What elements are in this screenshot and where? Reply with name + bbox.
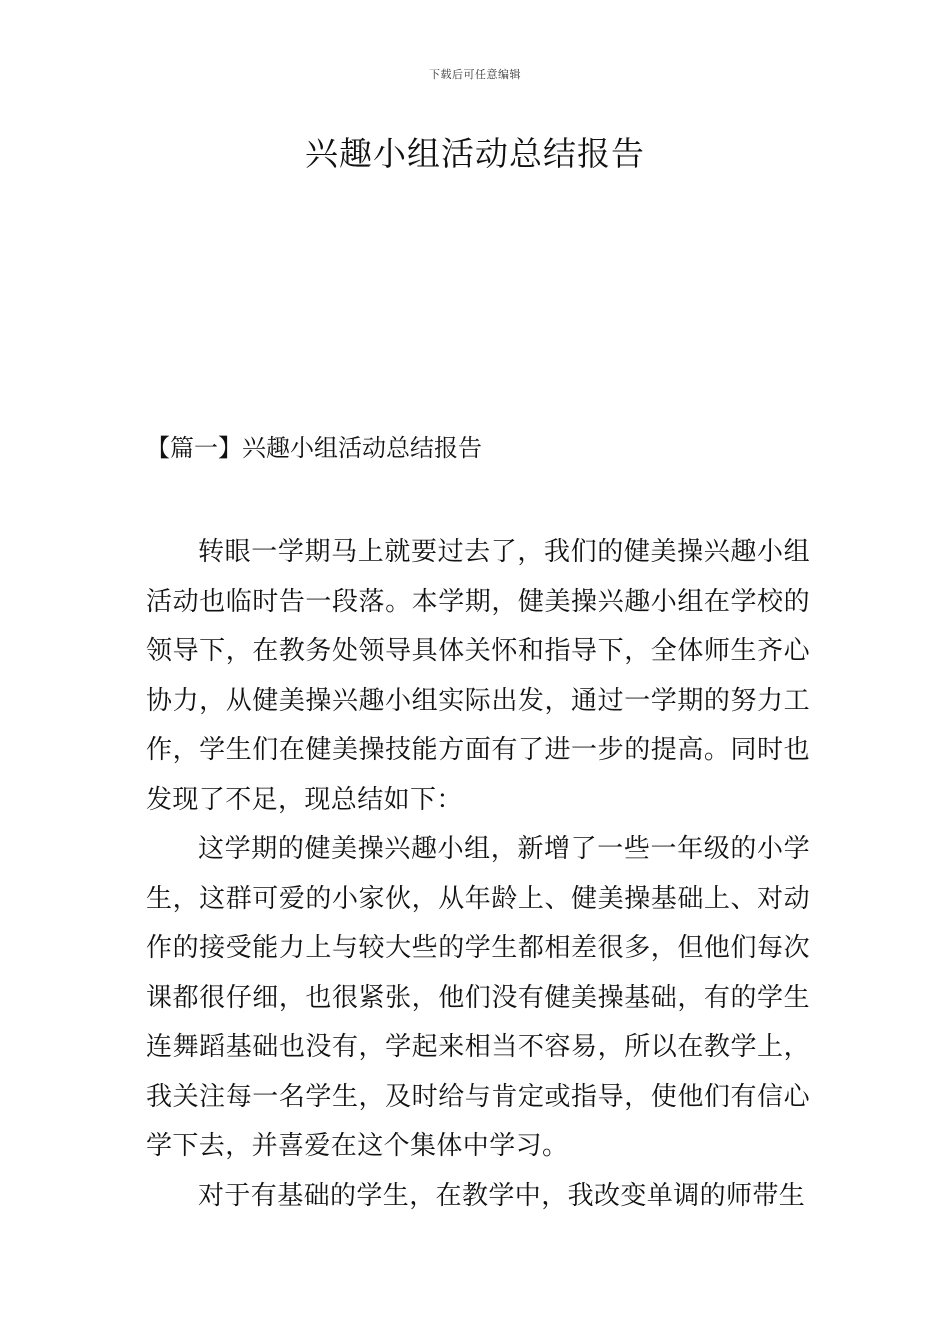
document-body bbox=[146, 528, 810, 1221]
header-note: 下载后可任意编辑 bbox=[429, 68, 521, 81]
section-heading: 【篇一】兴趣小组活动总结报告 bbox=[146, 434, 482, 462]
paragraph: 转眼一学期马上就要过去了，我们的健美操兴趣小组活动也临时告一段落。本学期，健美操兴趣小组在学校的领导下，在教务处领导具体关怀和指导下，全体师生齐心协力，从健美操兴趣小组实际出发，通过一学期的努力工作，学生们在健美操技能方面有了进一步的提高。同时也发现了不足，现总结如下： bbox=[146, 537, 810, 815]
paragraph: 这学期的健美操兴趣小组，新增了一些一年级的小学生，这群可爱的小家伙，从年龄上、健美操基础上、对动作的接受能力上与较大些的学生都相差很多，但他们每次课都很仔细，也很紧张，他们没有健美操基础，有的学生连舞蹈基础也没有，学起来相当不容易，所以在教学上，我关注每一名学生，及时给与肯定或指导，使他们有信心学下去，并喜爱在这个集体中学习。 bbox=[146, 834, 810, 1161]
paragraph: 对于有基础的学生，在教学中，我改变单调的师带生 bbox=[198, 1180, 806, 1211]
document-title: 兴趣小组活动总结报告 bbox=[305, 134, 645, 173]
